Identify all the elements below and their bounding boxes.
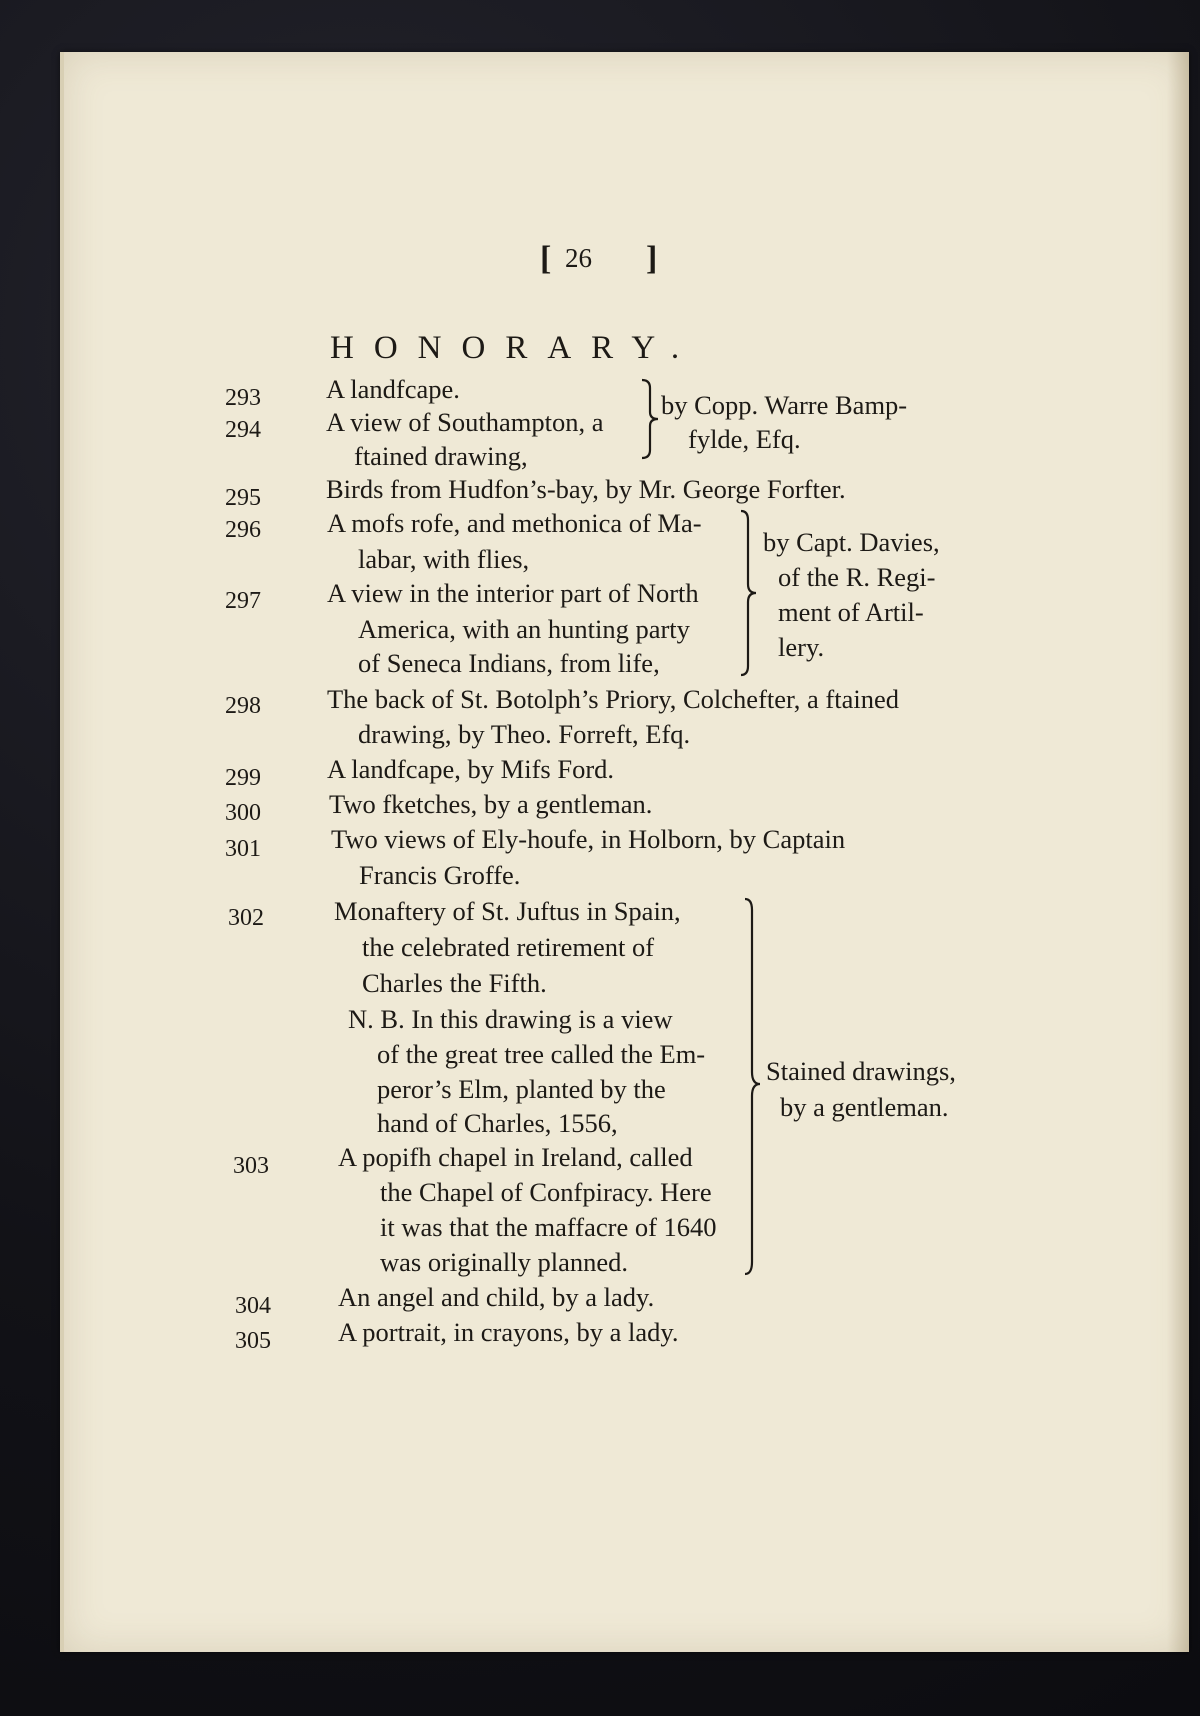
section-heading: HONORARY. bbox=[330, 330, 700, 366]
entry-text-line: The back of St. Botolph’s Priory, Colchefter, a ftained bbox=[327, 684, 899, 714]
entry-text-line: A view of Southampton, a bbox=[326, 407, 604, 437]
entry-text-line: Birds from Hudfon’s-bay, by Mr. George Forfter. bbox=[326, 474, 846, 504]
entry-text-line: of the great tree called the Em- bbox=[377, 1039, 706, 1069]
entry-text-line: Two fketches, by a gentleman. bbox=[329, 789, 653, 819]
attribution-line: lery. bbox=[778, 632, 825, 662]
attribution-line: Stained drawings, bbox=[766, 1056, 956, 1086]
entry-text-line: peror’s Elm, planted by the bbox=[377, 1074, 666, 1104]
attribution-line: fylde, Efq. bbox=[688, 424, 801, 454]
entry-text-line: America, with an hunting party bbox=[358, 614, 690, 644]
page-number: 26 bbox=[565, 243, 592, 273]
entry-text-line: of Seneca Indians, from life, bbox=[358, 648, 660, 678]
attribution-line: by Copp. Warre Bamp- bbox=[661, 390, 908, 420]
entry-text-line: hand of Charles, 1556, bbox=[377, 1108, 618, 1138]
entry-number: 295 bbox=[225, 485, 261, 511]
entry-text-line: N. B. In this drawing is a view bbox=[348, 1004, 673, 1034]
entry-text-line: was originally planned. bbox=[380, 1247, 629, 1277]
entry-number: 300 bbox=[225, 800, 261, 826]
entry-text-line: Charles the Fifth. bbox=[362, 968, 547, 998]
entry-text-line: Two views of Ely-houfe, in Holborn, by Captain bbox=[331, 824, 846, 854]
entry-text-line: the Chapel of Confpiracy. Here bbox=[380, 1177, 712, 1207]
entry-text-line: An angel and child, by a lady. bbox=[338, 1282, 655, 1312]
entry-text-line: ftained drawing, bbox=[354, 441, 528, 471]
brace-302-303 bbox=[742, 896, 772, 1278]
entry-number: 297 bbox=[225, 588, 261, 614]
entry-text-line: Monaftery of St. Juftus in Spain, bbox=[334, 896, 681, 926]
entry-text-line: labar, with flies, bbox=[358, 544, 530, 574]
brace-293-294 bbox=[638, 378, 662, 460]
entry-text-line: Francis Groffe. bbox=[359, 860, 521, 890]
attribution-line: of the R. Regi- bbox=[778, 562, 936, 592]
page-number-bracket-right: ] bbox=[646, 240, 658, 277]
entry-text-line: A view in the interior part of North bbox=[327, 578, 699, 608]
attribution-line: by a gentleman. bbox=[780, 1092, 949, 1122]
page-edge-shadow bbox=[1167, 52, 1189, 1652]
attribution-line: ment of Artil- bbox=[778, 597, 924, 627]
entry-number: 305 bbox=[235, 1328, 271, 1354]
entry-number: 301 bbox=[225, 836, 261, 862]
entry-text-line: A portrait, in crayons, by a lady. bbox=[338, 1317, 679, 1347]
entry-number: 294 bbox=[225, 417, 261, 443]
entry-text-line: A landfcape, by Mifs Ford. bbox=[327, 754, 615, 784]
entry-number: 298 bbox=[225, 693, 261, 719]
entry-number: 303 bbox=[233, 1153, 269, 1179]
entry-text-line: A landfcape. bbox=[326, 374, 460, 404]
entry-number: 299 bbox=[225, 765, 261, 791]
entry-text-line: the celebrated retirement of bbox=[362, 932, 655, 962]
entry-number: 293 bbox=[225, 385, 261, 411]
attribution-line: by Capt. Davies, bbox=[763, 527, 940, 557]
entry-text-line: it was that the maffacre of 1640 bbox=[380, 1212, 717, 1242]
entry-number: 296 bbox=[225, 517, 261, 543]
entry-text-line: A mofs rofe, and methonica of Ma- bbox=[327, 508, 702, 538]
page-number-bracket-left: [ bbox=[540, 240, 552, 277]
entry-text-line: A popifh chapel in Ireland, called bbox=[338, 1142, 693, 1172]
entry-text-line: drawing, by Theo. Forreft, Efq. bbox=[358, 719, 691, 749]
entry-number: 302 bbox=[228, 905, 264, 931]
entry-number: 304 bbox=[235, 1293, 271, 1319]
